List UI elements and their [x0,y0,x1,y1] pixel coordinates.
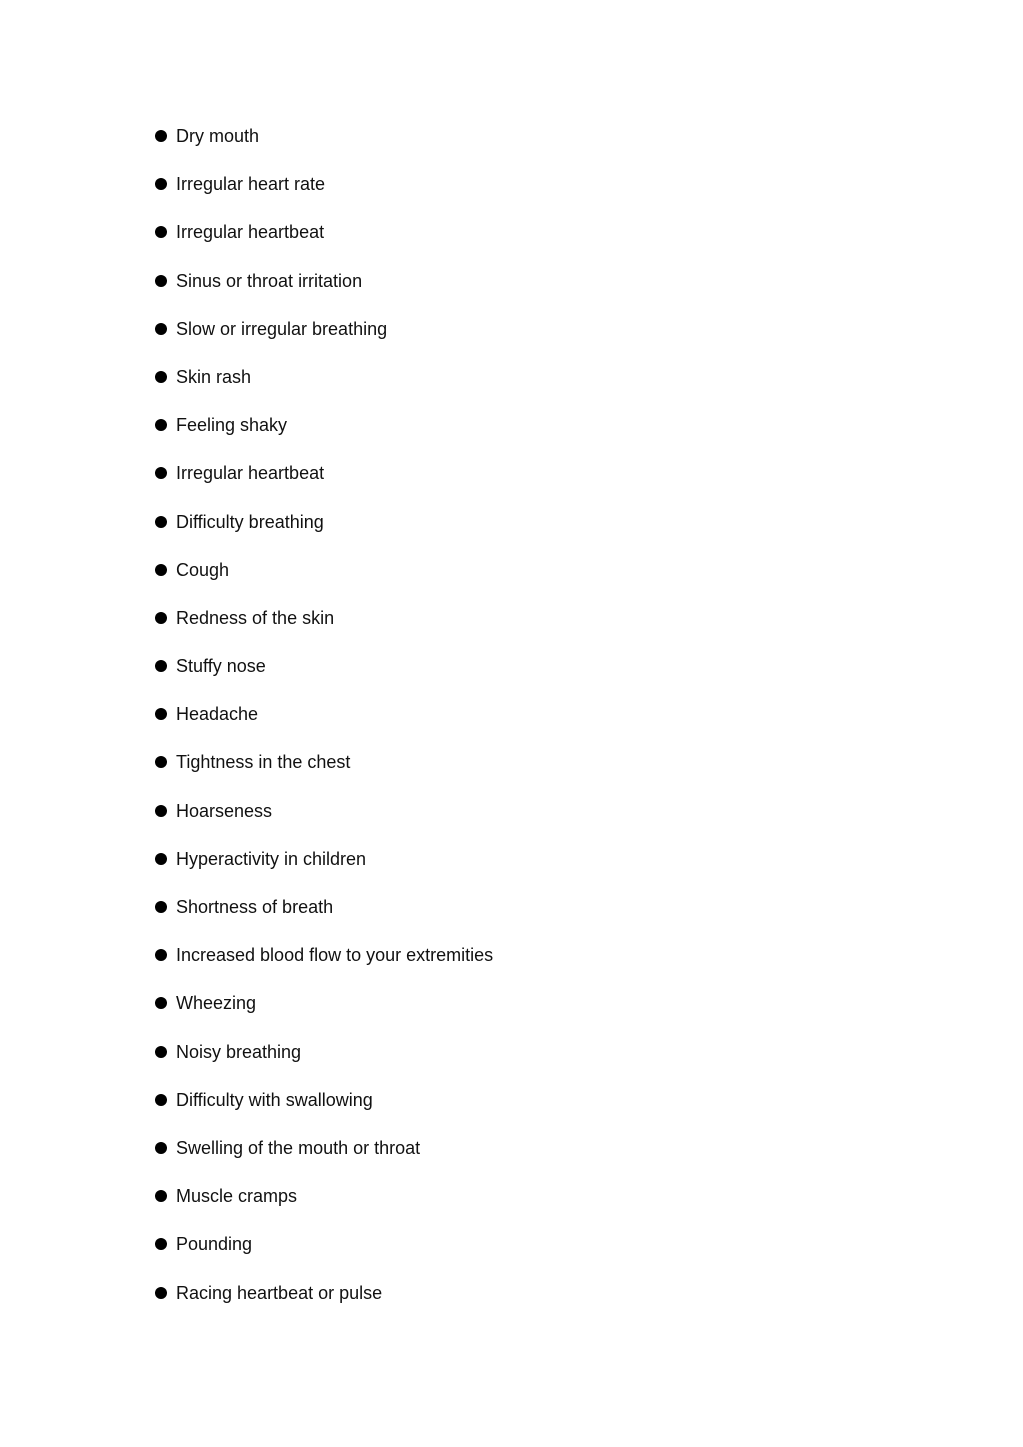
bullet-icon [155,805,167,817]
bullet-icon [155,612,167,624]
bullet-icon [155,660,167,672]
list-item [155,269,493,293]
list-item [155,654,493,678]
bullet-icon [155,178,167,190]
bullet-icon [155,1142,167,1154]
list-item-text: Hoarseness [176,800,273,821]
bullet-icon [155,275,167,287]
list-item [155,702,493,726]
list-item [155,220,493,244]
bullet-icon [155,949,167,961]
list-item-text: Difficulty breathing [176,511,324,532]
bullet-icon [155,853,167,865]
list-item-text: Wheezing [176,993,257,1014]
list-item-text: Difficulty with swallowing [176,1089,373,1110]
list-item-text: Tightness in the chest [176,752,351,773]
list-item [155,1281,493,1305]
list-item-text: Stuffy nose [176,656,266,677]
list-item [155,124,493,148]
bullet-icon [155,226,167,238]
list-item [155,1184,493,1208]
list-item [155,847,493,871]
list-item [155,991,493,1015]
list-item-text: Feeling shaky [176,415,288,436]
bullet-icon [155,756,167,768]
list-item-text: Skin rash [176,366,252,387]
bullet-icon [155,516,167,528]
bullet-icon [155,708,167,720]
list-item [155,1136,493,1160]
list-item-text: Shortness of breath [176,897,334,917]
list-item [155,606,493,630]
list-item-text: Increased blood flow to your extremities [176,945,494,966]
list-item [155,1232,493,1256]
list-item-text: Redness of the skin [176,607,335,628]
list-item-text: Irregular heartbeat [176,222,325,243]
list-item [155,172,493,196]
bullet-icon [155,1238,167,1250]
list-item-text: Irregular heart rate [176,174,326,195]
list-item [155,799,493,823]
list-item [155,1040,493,1064]
symptom-list [155,124,493,1329]
list-item-text: Headache [176,704,259,725]
bullet-icon [155,1287,167,1299]
list-item-text: Sinus or throat irritation [176,270,363,291]
bullet-icon [155,1190,167,1202]
list-item [155,317,493,341]
list-item [155,365,493,389]
bullet-icon [155,564,167,576]
list-item [155,750,493,774]
list-item-text: Muscle cramps [176,1186,298,1207]
list-item-text: Pounding [176,1234,253,1255]
list-item-text: Swelling of the mouth or throat [176,1137,421,1158]
list-item-text: Dry mouth [176,126,260,146]
list-item [155,895,493,919]
bullet-icon [155,323,167,335]
list-item [155,510,493,534]
bullet-icon [155,371,167,383]
list-item [155,461,493,485]
bullet-icon [155,997,167,1009]
list-item-text: Slow or irregular breathing [176,318,388,339]
bullet-icon [155,1046,167,1058]
list-item-text: Racing heartbeat or pulse [176,1282,383,1303]
list-item-text: Noisy breathing [176,1041,302,1062]
list-item [155,943,493,967]
bullet-icon [155,130,167,142]
bullet-icon [155,467,167,479]
list-item-text: Hyperactivity in children [176,848,367,869]
list-item [155,558,493,582]
list-item-text: Irregular heartbeat [176,463,325,484]
list-item-text: Cough [176,559,230,580]
list-item [155,1088,493,1112]
bullet-icon [155,419,167,431]
list-item [155,413,493,437]
bullet-icon [155,901,167,913]
bullet-icon [155,1094,167,1106]
